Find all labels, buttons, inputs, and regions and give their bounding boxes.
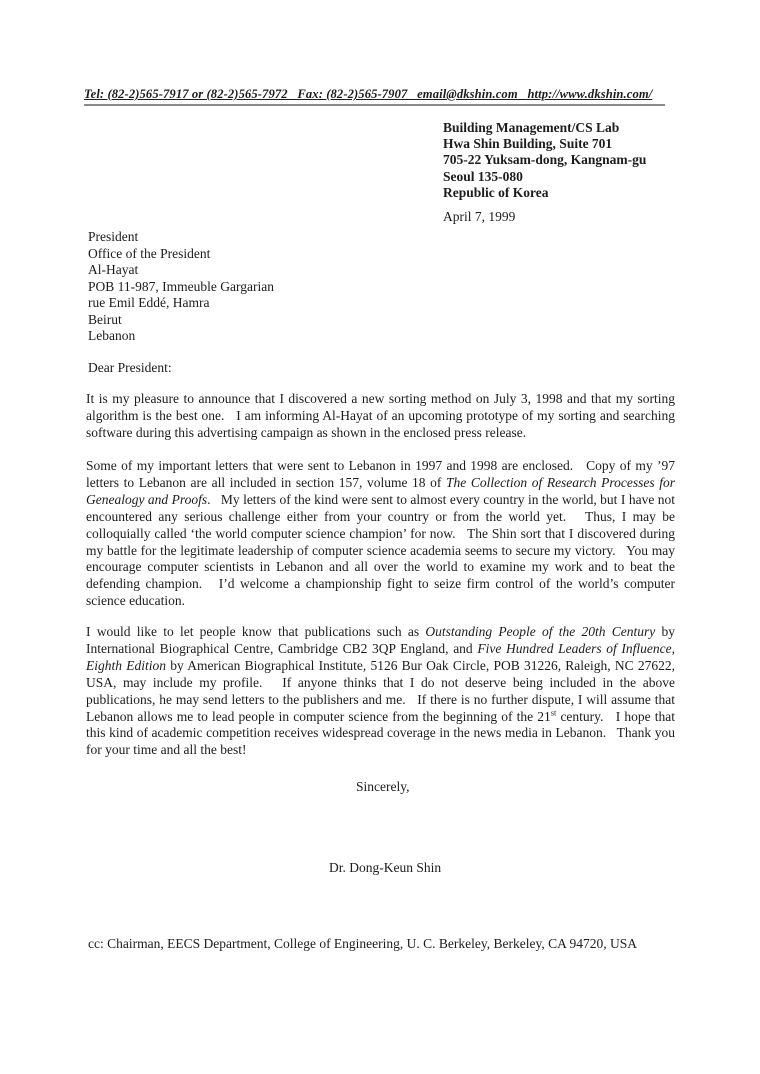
letterhead (84, 86, 665, 106)
body-paragraph-3: I would like to let people know that publications such as Outstanding People of the 20th Century by International Biographical Centre, Cambridge CB2 3QP England, and Five Hundred Leaders of Influence, Eighth Edition by American Biographical Institute, 5126 Bur Oak Circle, POB 31226, Raleigh, NC 27622, USA, may include my profile. If anyone thinks that I do not deserve being included in the above publications, he may send letters to the publishers and me. If there is no further dispute, I will assume that Lebanon allows me to lead people in computer science from the beginning of the 21st century. I hope that this kind of academic competition receives widespread coverage in the news media in Lebanon. Thank you for your time and all the best! (86, 624, 676, 758)
recipient-address-line: Al-Hayat (88, 262, 139, 277)
closing: Sincerely, (356, 779, 410, 794)
recipient-address-line: President (88, 229, 139, 244)
sender-address (443, 120, 646, 201)
recipient-address (88, 229, 274, 345)
sender-address-line: Hwa Shin Building, Suite 701 (443, 136, 613, 152)
sender-address-line: 705-22 Yuksam-dong, Kangnam-gu (443, 152, 647, 168)
sender-address-line: Republic of Korea (443, 184, 549, 200)
recipient-address-line: Office of the President (88, 245, 211, 261)
body-paragraph-2: Some of my important letters that were sent to Lebanon in 1997 and 1998 are enclosed. Copy of my ’97 letters to Lebanon are all included in section 157, volume 18 of The Collection of Research Processes for Genealogy and Proofs. My letters of the kind were sent to almost every country in the world, but I have not encountered any serious challenge either from your country or from the world yet. Thus, I may be colloquially called ‘the world computer science champion’ for now. The Shin sort that I discovered during my battle for the legitimate leadership of computer science academia seems to secure my victory. You may encourage computer scientists in Lebanon and all over the world to examine my work and to beat the defending champion. I’d welcome a championship fight to seize firm control of the world’s computer science education. (86, 458, 676, 609)
sender-address-line: Seoul 135-080 (443, 168, 523, 184)
cc-line: cc: Chairman, EECS Department, College of Engineering, U. C. Berkeley, Berkeley, CA 94720, USA (88, 936, 638, 951)
salutation: Dear President: (88, 360, 172, 375)
recipient-address-line: Beirut (88, 311, 122, 327)
recipient-address-line: POB 11-987, Immeuble Gargarian (88, 278, 274, 294)
recipient-address-line: Lebanon (88, 328, 136, 343)
sender-address-line: Building Management/CS Lab (443, 120, 620, 135)
recipient-address-line: rue Emil Eddé, Hamra (88, 295, 210, 310)
date-line: April 7, 1999 (443, 209, 516, 224)
signature-name: Dr. Dong-Keun Shin (329, 860, 442, 875)
letterhead-contact-line: Tel: (82-2)565-7917 or (82-2)565-7972 Fax: (82-2)565-7907 email@dkshin.com http://www.dkshin.com/ (84, 87, 653, 101)
body-paragraph-1: It is my pleasure to announce that I discovered a new sorting method on July 3, 1998 and that my sorting algorithm is the best one. I am informing Al-Hayat of an upcoming prototype of my sorting and searching software during this advertising campaign as shown in the enclosed press release. (86, 391, 675, 440)
